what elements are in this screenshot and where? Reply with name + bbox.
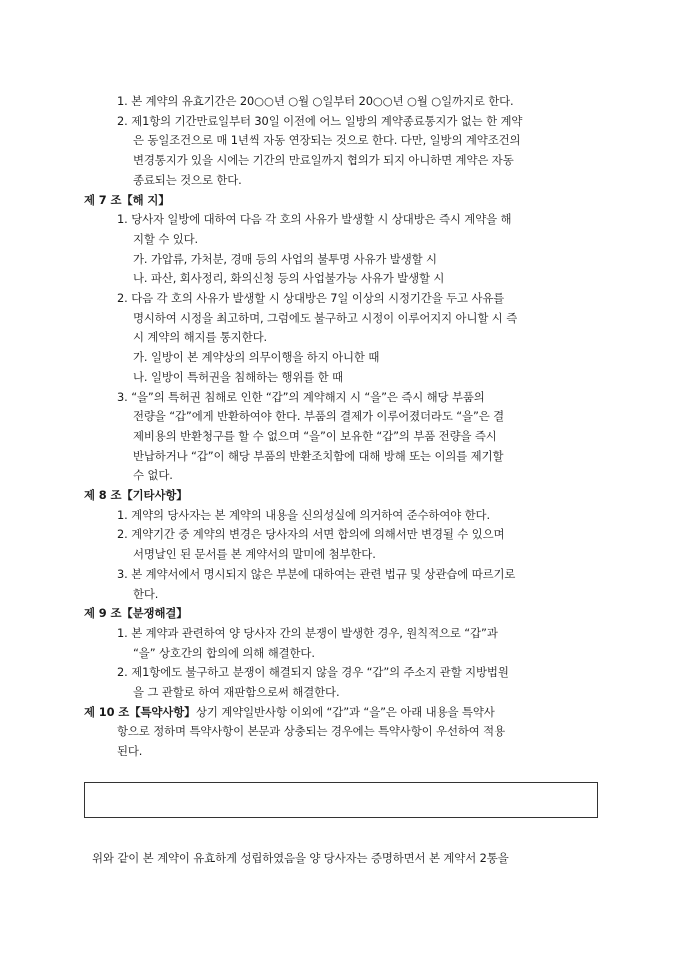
clause-text: 종료되는 것으로 한다. — [133, 172, 242, 187]
clause-subitem: 나. 파산, 회사정리, 화의신청 등의 사업불가능 사유가 발생할 시 — [133, 271, 445, 286]
clause-text: 2. 제1항에도 불구하고 분쟁이 해결되지 않을 경우 “갑”의 주소지 관할 지방법원 — [117, 665, 509, 680]
clause-text: 한다. — [133, 586, 159, 601]
clause-text: 1. 본 계약과 관련하여 양 당사자 간의 분쟁이 발생한 경우, 원칙적으로 “갑”과 — [117, 625, 498, 640]
clause-text: 제비용의 반환청구를 할 수 없으며 “을”이 보유한 “갑”의 부품 전량을 즉시 — [133, 428, 497, 443]
clause-text: 항으로 정하며 특약사항이 본문과 상충되는 경우에는 특약사항이 우선하여 적용 — [117, 724, 505, 739]
clause-text: 반납하거나 “갑”이 해당 부품의 반환조치함에 대해 방해 또는 이의를 제기할 — [133, 448, 504, 463]
clause-text: 서명날인 된 문서를 본 계약서의 말미에 첨부한다. — [133, 547, 376, 562]
clause-text: 지할 수 있다. — [133, 231, 199, 246]
clause-text: 변경통지가 있을 시에는 기간의 만료일까지 협의가 되지 아니하면 계약은 자동 — [133, 153, 514, 168]
clause-text: 수 없다. — [133, 468, 173, 483]
clause-text: 명시하여 시정을 최고하며, 그럼에도 불구하고 시정이 이루어지지 아니할 시 즉 — [133, 310, 518, 325]
clause-text: 1. 본 계약의 유효기간은 20○○년 ○월 ○일부터 20○○년 ○월 ○일까지로 한다. — [117, 94, 514, 108]
article-9-title: 제 9 조【분쟁해결】 — [84, 606, 188, 621]
clause-text: 3. 본 계약서에서 명시되지 않은 부분에 대하여는 관련 법규 및 상관습에 따르기로 — [117, 566, 516, 581]
clause-text: 2. 다음 각 호의 사유가 발생할 시 상대방은 7일 이상의 시정기간을 두고 사유를 — [117, 291, 505, 305]
clause-text: 전량을 “갑”에게 반환하여야 한다. 부품의 결제가 이루어졌더라도 “을”은 결 — [133, 409, 505, 424]
clause-text: 시 계약의 해지를 통지한다. — [133, 330, 268, 345]
clause-text: 은 동일조건으로 매 1년씩 자동 연장되는 것으로 한다. 다만, 일방의 계약조건의 — [133, 133, 521, 148]
article-7-title: 제 7 조【해 지】 — [84, 192, 170, 207]
clause-text: 2. 계약기간 중 계약의 변경은 당사자의 서면 합의에 의해서만 변경될 수 있으며 — [117, 527, 505, 542]
clause-text: 1. 당사자 일방에 대하여 다음 각 호의 사유가 발생할 시 상대방은 즉시 계약을 해 — [117, 212, 512, 227]
clause-subitem: 가. 가압류, 가처분, 경매 등의 사업의 불투명 사유가 발생할 시 — [133, 251, 437, 266]
clause-subitem: 가. 일방이 본 계약상의 의무이행을 하지 아니한 때 — [133, 350, 380, 365]
clause-text: 된다. — [117, 744, 143, 759]
clause-text: 을 그 관할로 하여 재판함으로써 해결한다. — [133, 685, 340, 699]
clause-text: 2. 제1항의 기간만료일부터 30일 이전에 어느 일방의 계약종료통지가 없는 한 계약 — [117, 113, 523, 128]
clause-text: “을” 상호간의 합의에 의해 해결한다. — [133, 645, 315, 660]
clause-text: 상기 계약일반사항 이외에 “갑”과 “을”은 아래 내용을 특약사 — [196, 704, 495, 719]
clause-subitem: 나. 일방이 특허권을 침해하는 행위를 한 때 — [133, 369, 344, 384]
special-terms-box[interactable] — [84, 782, 598, 818]
article-8-title: 제 8 조【기타사항】 — [84, 488, 188, 502]
clause-text: 1. 계약의 당사자는 본 계약의 내용을 신의성실에 의거하여 준수하여야 한다. — [117, 507, 490, 522]
closing-statement: 위와 같이 본 계약이 유효하게 성립하였음을 양 당사자는 증명하면서 본 계약서 2통을 — [92, 851, 509, 865]
clause-text: 3. “을”의 특허권 침해로 인한 “갑”의 계약해지 시 “을”은 즉시 해당 부품의 — [117, 389, 485, 404]
article-10-title: 제 10 조【특약사항】 — [84, 704, 196, 719]
